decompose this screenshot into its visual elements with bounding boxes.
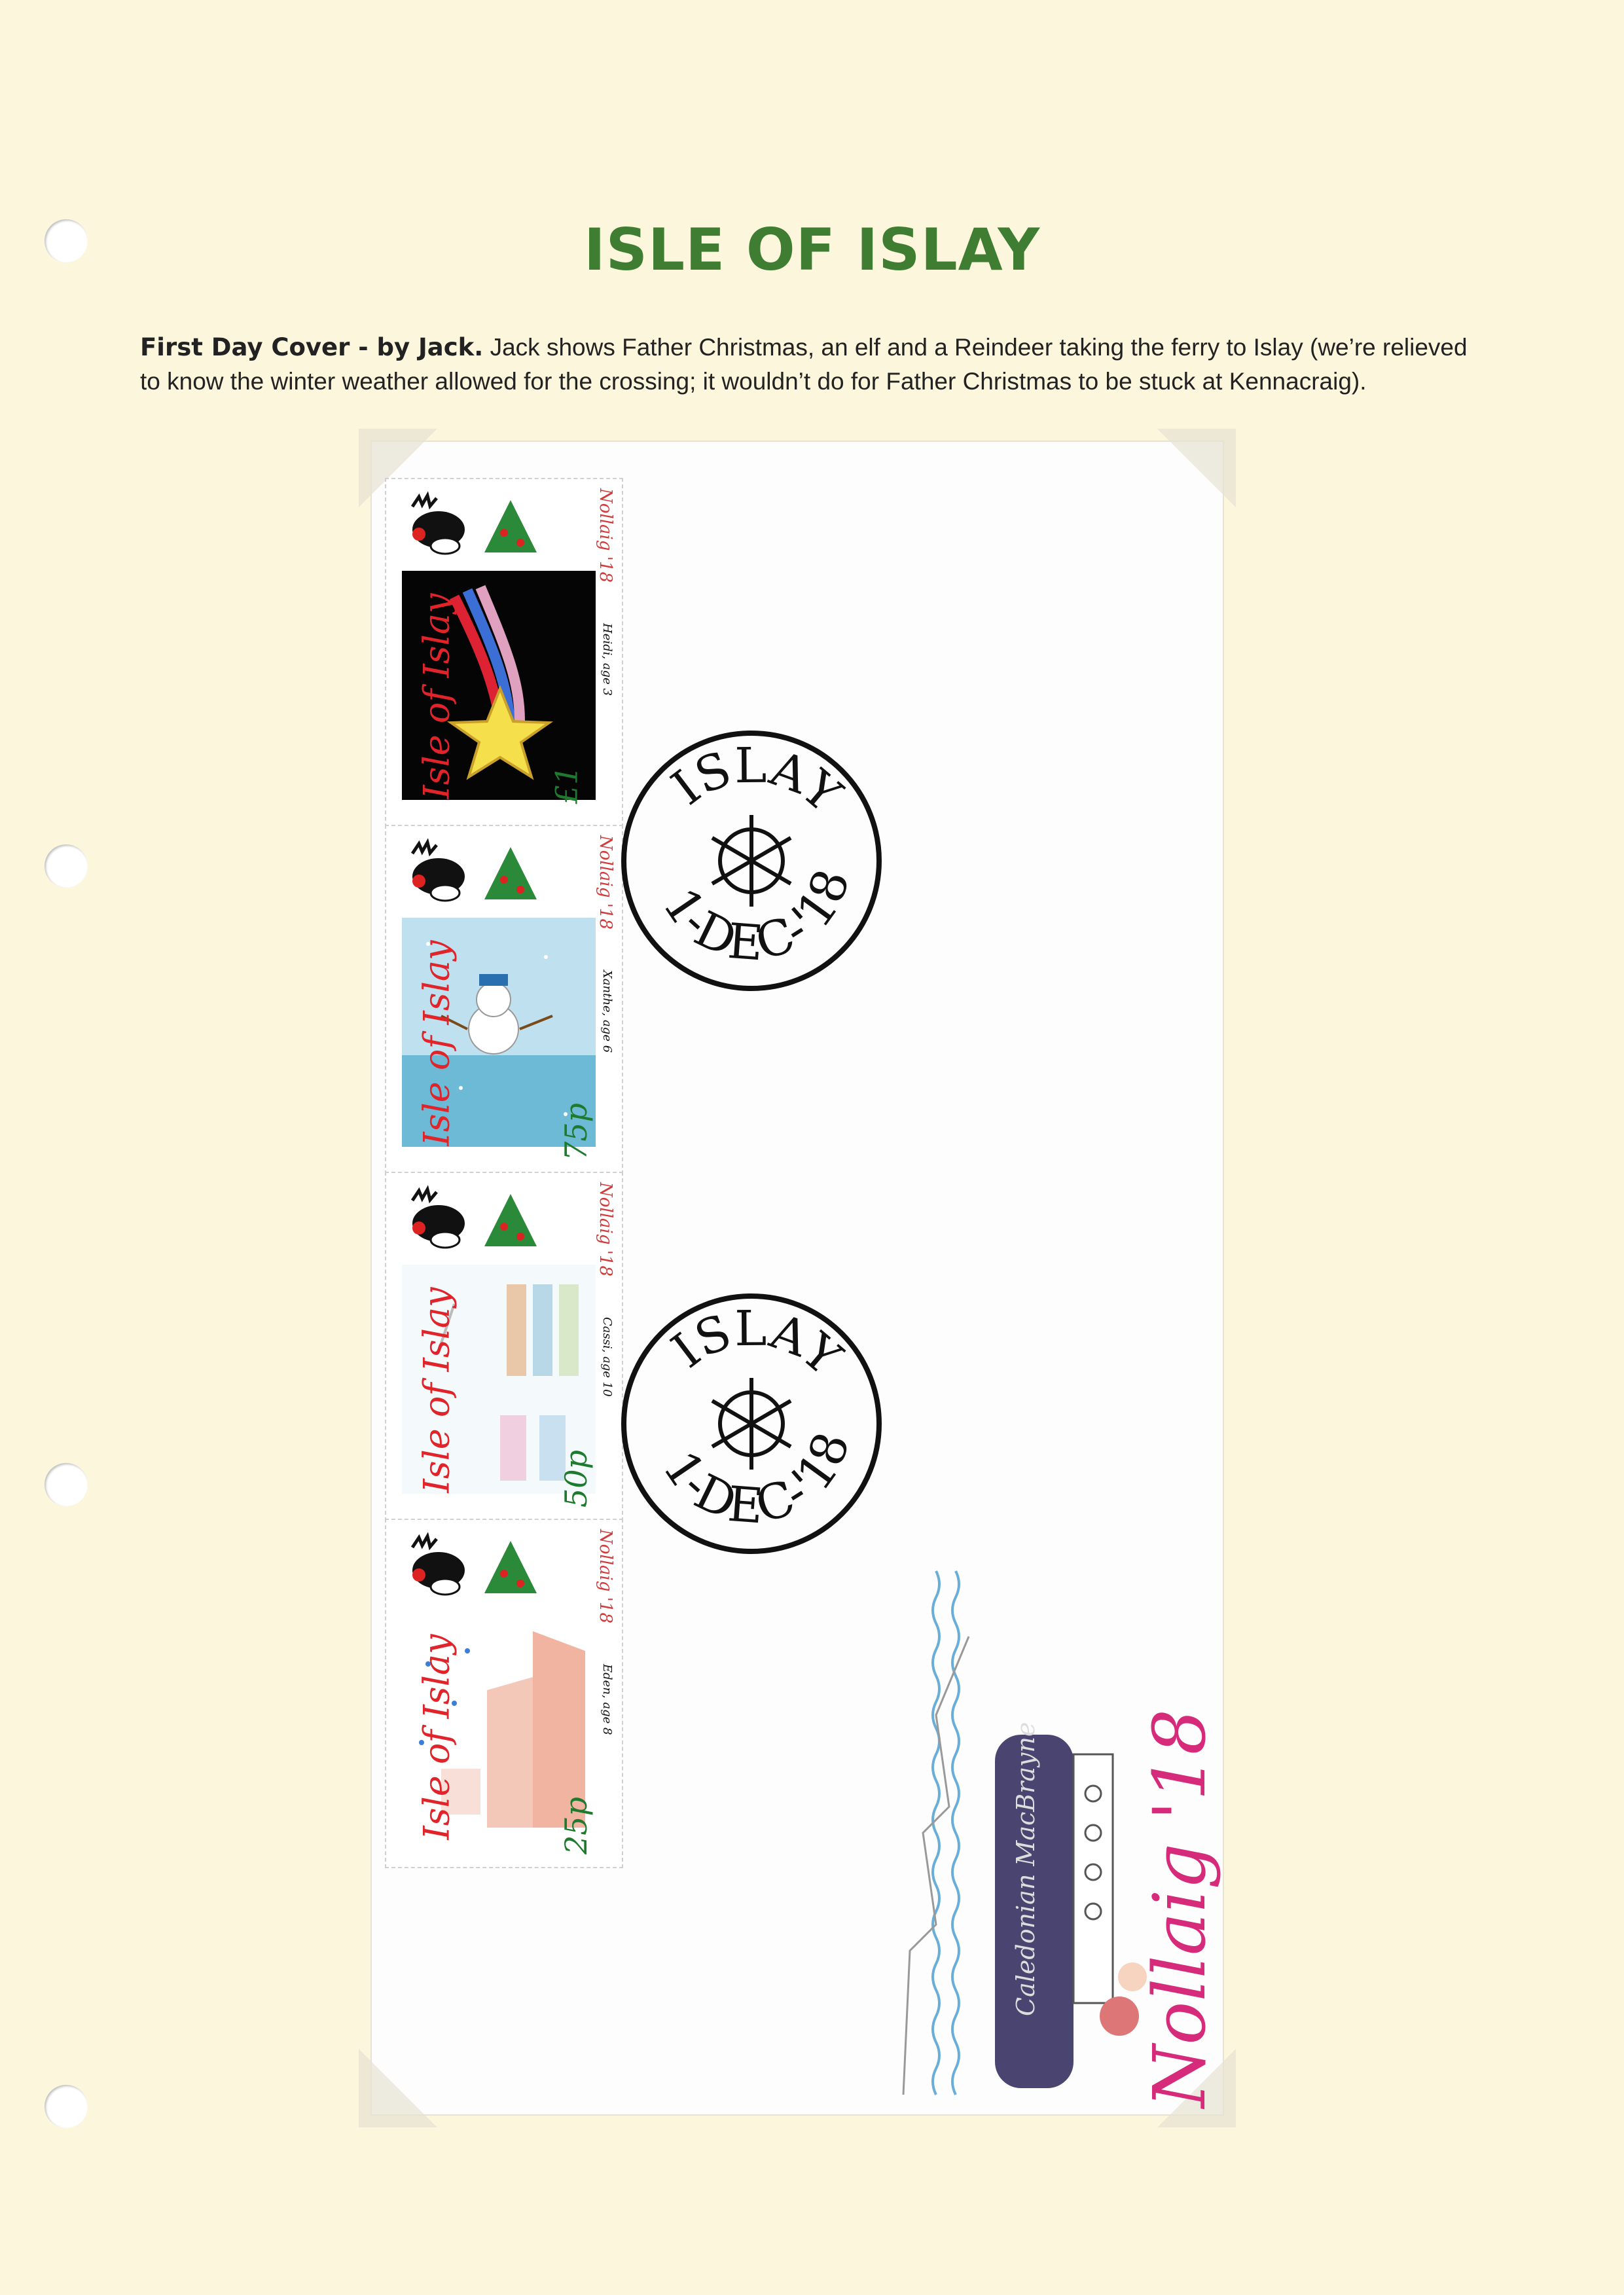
snowflake-icon (712, 815, 791, 907)
mount-corner (359, 2049, 437, 2127)
reindeer-tree-icon (399, 494, 556, 559)
postmark-place: ISLAY (661, 1300, 852, 1386)
reindeer-tree-icon (399, 840, 556, 906)
reindeer-tree-icon (399, 1534, 556, 1600)
reindeer-tree-icon (399, 1187, 556, 1253)
stamp-issue-label: Nollaig '18 (596, 488, 615, 583)
stamp-value: 50p (558, 1450, 594, 1508)
stamp-country-label: Isle of Islay (416, 593, 458, 799)
stamp-artist-label: Heidi, age 3 (600, 623, 614, 696)
stamp-country-label: Isle of Islay (416, 1287, 458, 1493)
page-title: ISLE OF ISLAY (583, 216, 1041, 283)
stamp-artist-label: Eden, age 8 (600, 1664, 614, 1735)
stamp-value: 25p (558, 1797, 594, 1854)
postmark (614, 1286, 889, 1561)
postmark-date: 1-DEC-'18 (651, 1425, 861, 1535)
stamp-50p (385, 1172, 623, 1521)
intro-lead: First Day Cover - by Jack. (140, 333, 484, 361)
stamp-issue-label: Nollaig '18 (596, 835, 615, 930)
sea-waves (933, 1571, 959, 2095)
stamp-value: 75p (558, 1103, 594, 1161)
stamp-75p (385, 825, 623, 1174)
hills-outline (903, 1636, 969, 2095)
stamp-issue-label: Nollaig '18 (596, 1529, 615, 1623)
stamp-country-label: Isle of Islay (416, 940, 458, 1146)
ship-name: Caledonian MacBrayne (1011, 1722, 1040, 2016)
stamp-issue-label: Nollaig '18 (596, 1182, 615, 1276)
stamp-artist-label: Xanthe, age 6 (600, 970, 614, 1053)
snowflake-icon (712, 1378, 791, 1470)
postmark-date: 1-DEC-'18 (651, 862, 861, 972)
punch-hole (45, 2085, 88, 2128)
ferry-cachet-drawing (897, 1558, 1221, 2121)
intro-paragraph (140, 331, 1475, 399)
mount-corner (1157, 429, 1236, 507)
stamp-value: £1 (549, 765, 585, 804)
postmark (614, 723, 889, 998)
stamp-country-label: Isle of Islay (416, 1634, 458, 1840)
stamp-25p (385, 1519, 623, 1868)
cachet-greeting: Nollaig '18 (1138, 1708, 1221, 2108)
punch-hole (45, 1463, 88, 1506)
stamp-1-pound (385, 478, 623, 827)
intro-text: Jack shows Father Christmas, an elf and a Reindeer taking the ferry to Islay (we’re relieved to know the winter weather allowed for the crossing; it wouldn’t do for Father Christmas to be stuck at Kennacraig). (140, 334, 1468, 395)
stamp-artist-label: Cassi, age 10 (600, 1317, 614, 1397)
punch-hole (45, 844, 88, 888)
postmark-place: ISLAY (661, 737, 852, 823)
